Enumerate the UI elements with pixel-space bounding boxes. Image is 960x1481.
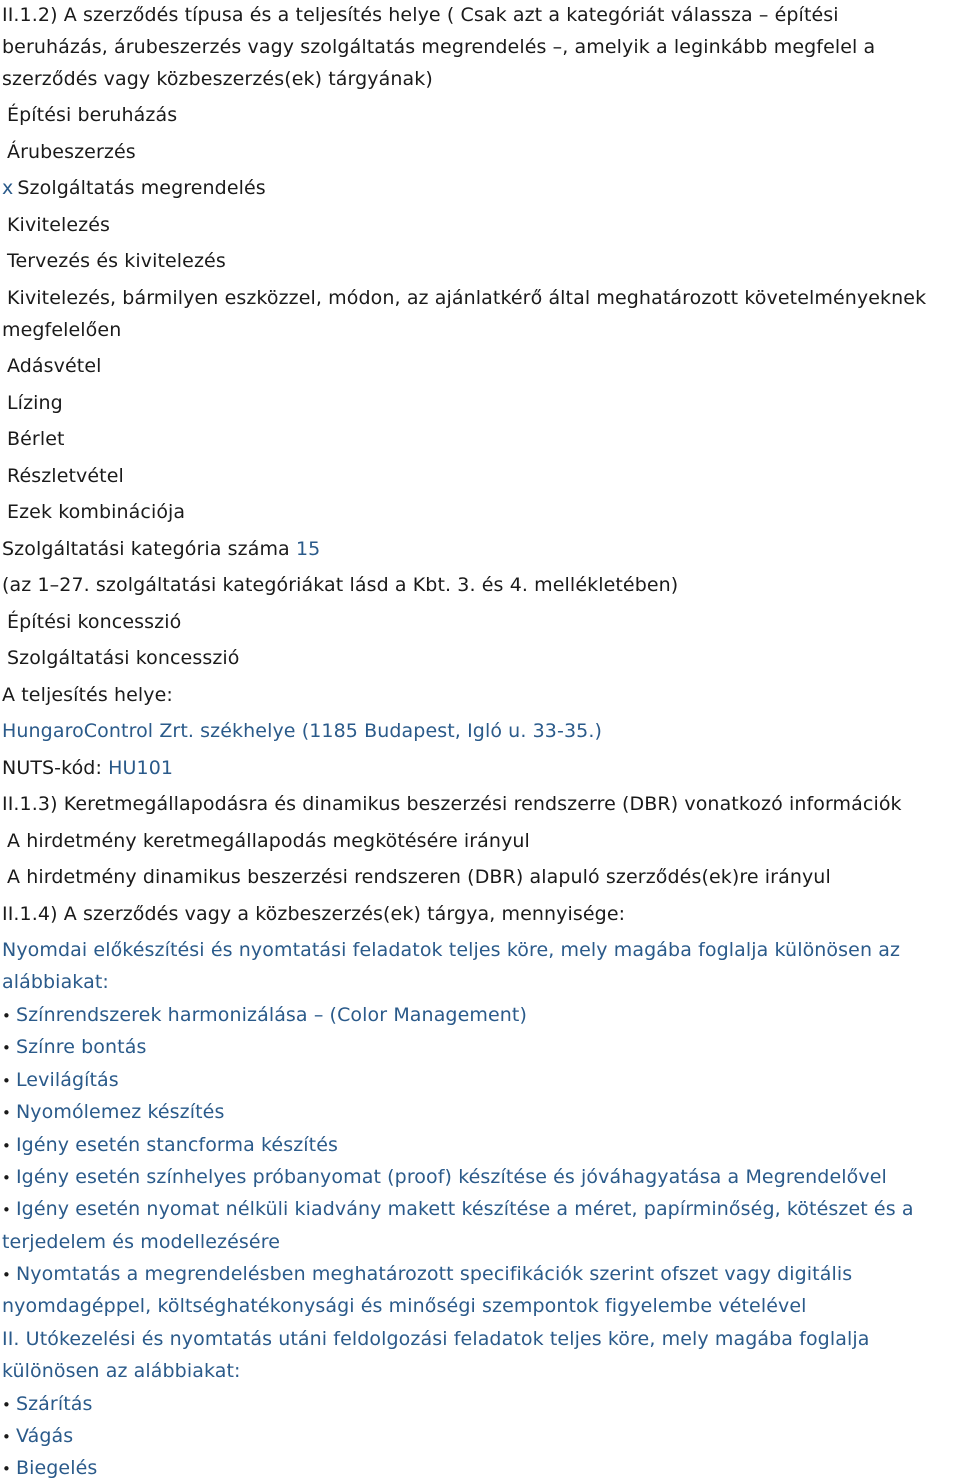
option-reszletvetel: Részletvétel [7, 465, 124, 487]
list-item: • Színrendszerek harmonizálása – (Color Management) [2, 1003, 527, 1028]
nuts-code [2, 756, 173, 780]
section-heading-ii12: II.1.2) A szerződés típusa és a teljesítés helye ( Csak azt a kategóriát válassza – építési [2, 4, 839, 26]
subject-intro: Nyomdai előkészítési és nyomtatási feladatok teljes köre, mely magába foglalja különösen az [2, 939, 901, 961]
part2-intro-cont: különösen az alábbiakat: [2, 1360, 241, 1382]
list-item: • Igény esetén nyomat nélküli kiadvány makett készítése a méret, papírminőség, kötészet és a [2, 1197, 914, 1222]
list-item: • Vágás [2, 1424, 73, 1449]
list-item: • Szárítás [2, 1392, 93, 1417]
option-epitesi-beruhazas: Építési beruházás [7, 104, 178, 126]
option-kivitelezes-barmilyen: Kivitelezés, bármilyen eszközzel, módon, az ajánlatkérő által meghatározott követelményeknek [7, 287, 927, 309]
service-category-note: (az 1–27. szolgáltatási kategóriákat lásd a Kbt. 3. és 4. mellékletében) [2, 574, 679, 596]
option-keretmegallapodas: A hirdetmény keretmegállapodás megkötésére irányul [7, 830, 530, 852]
option-kivitelezes-barmilyen-wrap: megfelelően [2, 319, 122, 341]
option-adasvetel: Adásvétel [7, 355, 102, 377]
list-item: • Nyomólemez készítés [2, 1100, 224, 1125]
option-label: Szolgáltatás megrendelés [17, 177, 266, 199]
list-item-wrap: nyomdagéppel, költséghatékonysági és minőségi szempontok figyelembe vételével [2, 1295, 807, 1317]
nuts-value: HU101 [108, 757, 174, 779]
list-item: • Biegelés [2, 1456, 97, 1481]
option-ezek-kombinacioja: Ezek kombinációja [7, 501, 186, 523]
place-label: A teljesítés helye: [2, 684, 173, 706]
list-item: • Színre bontás [2, 1035, 146, 1060]
service-category [2, 537, 320, 561]
section-heading-ii14: II.1.4) A szerződés vagy a közbeszerzés(ek) tárgya, mennyisége: [2, 903, 626, 925]
section-heading-ii12-cont: beruházás, árubeszerzés vagy szolgáltatás megrendelés –, amelyik a leginkább megfelel a [2, 36, 876, 58]
subject-intro-cont: alábbiakat: [2, 971, 109, 993]
checked-mark: x [2, 177, 14, 199]
service-category-value: 15 [295, 538, 321, 560]
option-dbr: A hirdetmény dinamikus beszerzési rendszeren (DBR) alapuló szerződés(ek)re irányul [7, 866, 831, 888]
option-szolgaltatas-megrendeles [2, 176, 266, 200]
list-item: • Levilágítás [2, 1068, 119, 1093]
service-category-label: Szolgáltatási kategória száma [2, 538, 290, 560]
list-item: • Nyomtatás a megrendelésben meghatározott specifikációk szerint ofszet vagy digitális [2, 1262, 852, 1287]
section-heading-ii12-cont: szerződés vagy közbeszerzés(ek) tárgyának) [2, 68, 433, 90]
option-berlet: Bérlet [7, 428, 65, 450]
list-item-wrap: terjedelem és modellezésére [2, 1231, 280, 1253]
option-epitesi-koncesszio: Építési koncesszió [7, 611, 182, 633]
list-item: • Igény esetén színhelyes próbanyomat (proof) készítése és jóváhagyatása a Megrendelővel [2, 1165, 887, 1190]
option-lizing: Lízing [7, 392, 63, 414]
part2-intro: II. Utókezelési és nyomtatás utáni feldolgozási feladatok teljes köre, mely magába foglalja [2, 1328, 870, 1350]
nuts-label: NUTS-kód: [2, 757, 102, 779]
option-kivitelezes: Kivitelezés [7, 214, 111, 236]
section-heading-ii13: II.1.3) Keretmegállapodásra és dinamikus beszerzési rendszerre (DBR) vonatkozó információk [2, 793, 902, 815]
option-szolgaltatasi-koncesszio: Szolgáltatási koncesszió [7, 647, 240, 669]
option-arubeszerzes: Árubeszerzés [7, 141, 136, 163]
option-tervezes-es-kivitelezes: Tervezés és kivitelezés [7, 250, 226, 272]
place-value: HungaroControl Zrt. székhelye (1185 Budapest, Igló u. 33-35.) [2, 720, 602, 742]
list-item: • Igény esetén stancforma készítés [2, 1133, 338, 1158]
